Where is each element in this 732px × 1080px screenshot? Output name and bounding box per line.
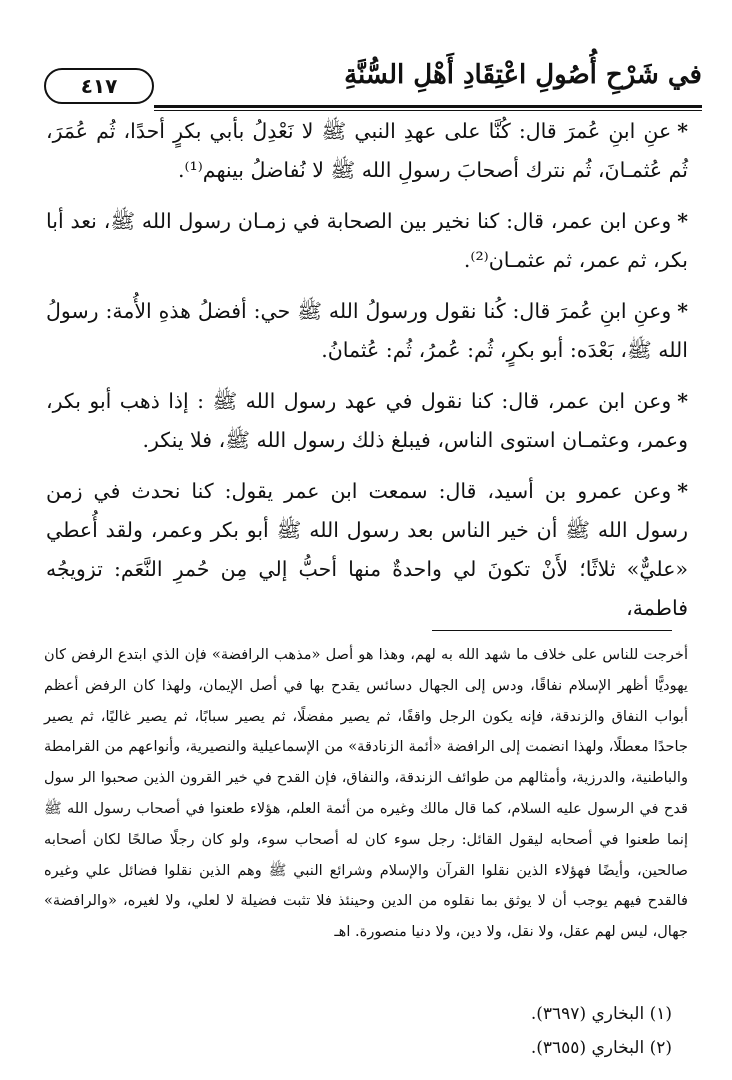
page-header: [34, 60, 702, 110]
reference-1: (١) البخاري (٣٦٩٧).: [530, 1004, 672, 1024]
paragraph-text: وعنِ ابنِ عُمرَ قال: كُنا نقول ورسولُ الله ﷺ حي: أفضلُ هذهِ الأُمة: رسولُ الله ﷺ، بَعْدَه: أبو بكرٍ، ثُم: عُمرُ، ثُم: عُثمانُ.: [46, 299, 688, 362]
star-marker: *: [677, 209, 688, 233]
hadith-paragraph: [46, 382, 688, 460]
hadith-paragraph: [46, 472, 688, 628]
page-number: ٤١٧: [44, 68, 154, 104]
paragraph-text: عنِ ابنِ عُمرَ قال: كُنَّا على عهدِ النبي ﷺ لا نَعْدِلُ بأبي بكرٍ أحدًا، ثُم عُمَرَ، ثُم عُثمـانَ، ثُم نترك أصحابَ رسولِ الله ﷺ لا نُفاضلُ بينهم⁽¹⁾.: [46, 119, 688, 182]
references: [44, 997, 672, 1065]
hadith-paragraph: [46, 292, 688, 370]
star-marker: *: [677, 119, 688, 143]
paragraph-text: وعن ابن عمر، قال: كنا نخير بين الصحابة في زمـان رسول الله ﷺ، نعد أبا بكر، ثم عمر، ثم عثمـان⁽²⁾.: [46, 209, 688, 272]
book-title: في شَرْحِ أُصُولِ اعْتِقَادِ أَهْلِ السُّنَّةِ: [344, 60, 702, 90]
hadith-paragraph: [46, 112, 688, 190]
paragraph-text: وعن عمرو بن أسيد، قال: سمعت ابن عمر يقول: كنا نحدث في زمن رسول الله ﷺ أن خير الناس بعد رسول الله ﷺ أبو بكر وعمر، ولقد أُعطي «عليٌّ» ثلاثًا؛ لأَنْ تكونَ لي واحدةٌ منها أحبُّ إلي مِن حُمرِ النَّعَم: تزويجُه فاطمة،: [46, 479, 688, 620]
star-marker: *: [677, 479, 688, 503]
main-text: [46, 112, 688, 640]
footnote-separator: [432, 630, 672, 631]
star-marker: *: [677, 389, 688, 413]
header-rule: [154, 105, 702, 108]
header-rule-thin: [154, 110, 702, 111]
paragraph-text: وعن ابن عمر، قال: كنا نقول في عهد رسول الله ﷺ : إذا ذهب أبو بكر، وعمر، وعثمـان استوى الناس، فيبلغ ذلك رسول الله ﷺ، فلا ينكر.: [46, 389, 688, 452]
star-marker: *: [677, 299, 688, 323]
reference-2: (٢) البخاري (٣٦٥٥).: [530, 1038, 672, 1058]
hadith-paragraph: [46, 202, 688, 280]
footnote-text: أخرجت للناس على خلاف ما شهد الله به لهم، وهذا هو أصل «مذهب الرافضة» فإن الذي ابتدع الرفض كان يهوديًّا أظهر الإسلام نفاقًا، ودس إلى الجهال دسائس يقدح بها في أصل الإيمان، ولهذا كان الرفض أعظم أبواب النفاق والزندقة، فإنه يكون الرجل واقفًا، ثم يصير مفضلًا، ثم يصير سبابًا، ثم يصير غاليًا، ثم يصير جاحدًا معطلًا، ولهذا انضمت إلى الرافضة «أئمة الزنادقة» من الإسماعيلية والنصيرية، وأنواعهم من القرامطة والباطنية، والدرزية، وأمثالهم من طوائف الزندقة، والنفاق، فإن القدح في خير القرون الذين صحبوا الر سول قدح في الرسول عليه السلام، كما قال مالك وغيره من أئمة العلم، هؤلاء طعنوا في أصحاب رسول الله ﷺ إنما طعنوا في أصحابه ليقول القائل: رجل سوء كان له أصحاب سوء، ولو كان رجلًا صالحًا لكان أصحابه صالحين، وأيضًا فهؤلاء الذين نقلوا القرآن والإسلام وشرائع النبي ﷺ وهم الذين نقلوا فضائل علي وغيره فالقدح فيهم يوجب أن لا يوثق بما نقلوه من الدين وحينئذ فلا تثبت فضيلة لا لعلي، ولا لغيره، «والرافضة» جهال، ليس لهم عقل، ولا نقل، ولا دين، ولا دنيا منصورة. اهـ: [44, 646, 688, 941]
